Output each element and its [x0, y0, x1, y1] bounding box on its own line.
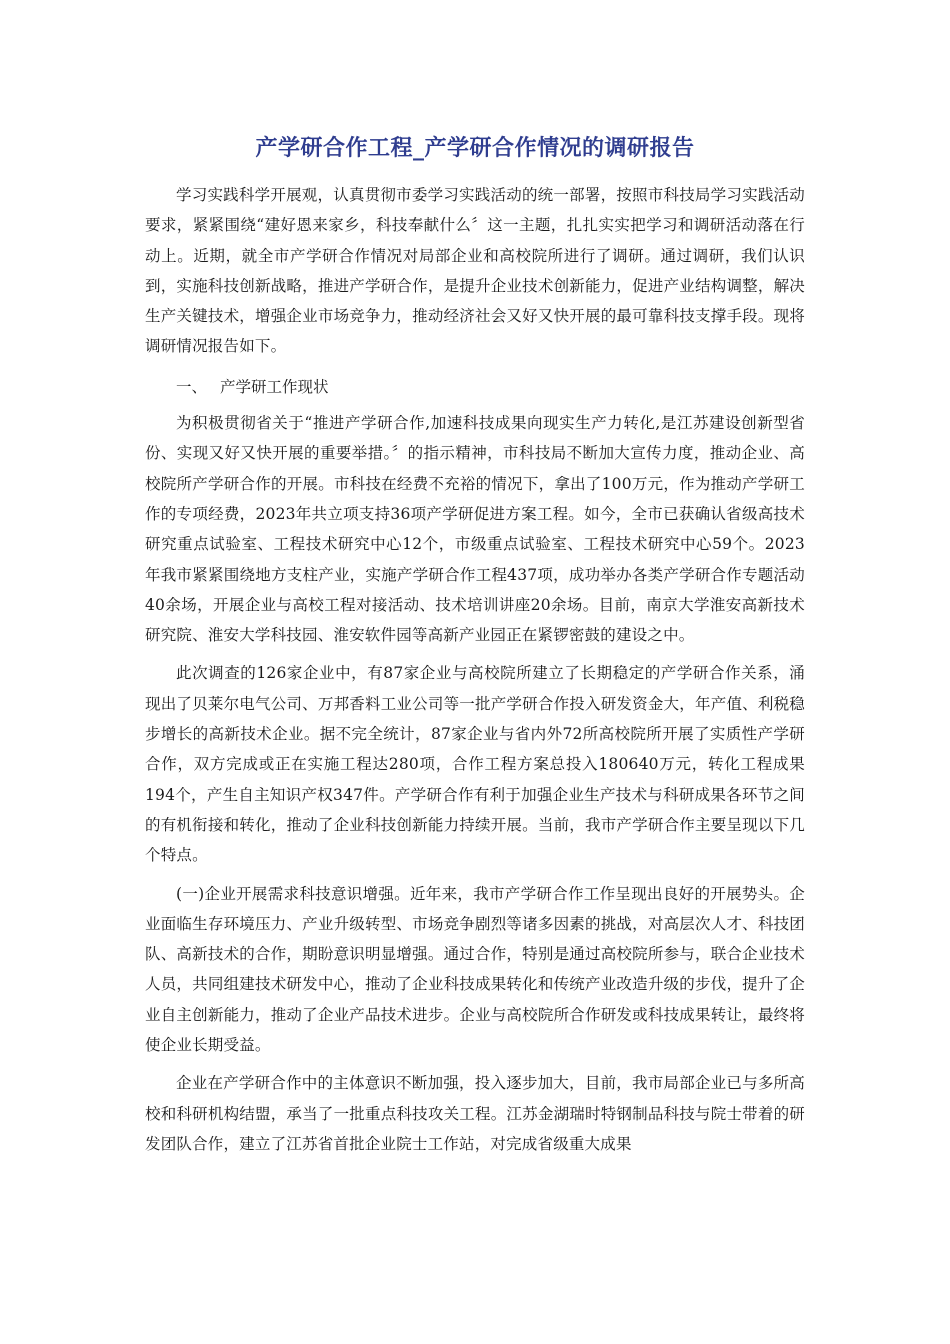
document-body — [145, 180, 805, 1159]
body-paragraph: (一)企业开展需求科技意识增强。近年来，我市产学研合作工作呈现出良好的开展势头。企业面临生存环境压力、产业升级转型、市场竞争剧烈等诸多因素的挑战，对高层次人才、科技团队、高新技术的合作，期盼意识明显增强。通过合作，特别是通过高校院所参与，联合企业技术人员，共同组建技术研发中心，推动了企业科技成果转化和传统产业改造升级的步伐，提升了企业自主创新能力，推动了企业产品技术进步。企业与高校院所合作研发或科技成果转让，最终将使企业长期受益。 — [145, 884, 805, 1055]
body-paragraph: 企业在产学研合作中的主体意识不断加强，投入逐步加大，目前，我市局部企业已与多所高校和科研机构结盟，承当了一批重点科技攻关工程。江苏金湖瑞时特钢制品科技与院士带着的研发团队合作，建立了江苏省首批企业院士工作站，对完成省级重大成果 — [145, 1074, 805, 1153]
section-heading — [145, 372, 805, 402]
intro-paragraph: 学习实践科学开展观，认真贯彻市委学习实践活动的统一部署，按照市科技局学习实践活动要求，紧紧围绕“建好恩来家乡，科技奉献什么〞这一主题，扎扎实实把学习和调研活动落在行动上。近期，就全市产学研合作情况对局部企业和高校院所进行了调研。通过调研，我们认识到，实施科技创新战略，推进产学研合作，是提升企业技术创新能力，促进产业结构调整，解决生产关键技术，增强企业市场竞争力，推动经济社会又好又快开展的最可靠科技支撑手段。现将调研情况报告如下。 — [145, 186, 805, 356]
section-title: 产学研工作现状 — [220, 377, 329, 396]
document-title: 产学研合作工程_产学研合作情况的调研报告 — [255, 136, 695, 161]
body-paragraph: 为积极贯彻省关于“推进产学研合作,加速科技成果向现实生产力转化,是江苏建设创新型省份、实现又好又快开展的重要举措。〞的指示精神，市科技局不断加大宣传力度，推动企业、高校院所产学研合作的开展。市科技在经费不充裕的情况下，拿出了100万元，作为推动产学研工作的专项经费，2023年共立项支持36项产学研促进方案工程。如今，全市已获确认省级高技术研究重点试验室、工程技术研究中心12个，市级重点试验室、工程技术研究中心59个。2023年我市紧紧围绕地方支柱产业，实施产学研合作工程437项，成功举办各类产学研合作专题活动40余场，开展企业与高校工程对接活动、技术培训讲座20余场。目前，南京大学淮安高新技术研究院、淮安大学科技园、淮安软件园等高新产业园正在紧锣密鼓的建设之中。 — [145, 414, 805, 645]
body-paragraph: 此次调查的126家企业中，有87家企业与高校院所建立了长期稳定的产学研合作关系，涌现出了贝莱尔电气公司、万邦香料工业公司等一批产学研合作投入研发资金大，年产值、利税稳步增长的高新技术企业。据不完全统计，87家企业与省内外72所高校院所开展了实质性产学研合作，双方完成或正在实施工程达280项，合作工程方案总投入180640万元，转化工程成果194个，产生自主知识产权347件。产学研合作有利于加强企业生产技术与科研成果各环节之间的有机衔接和转化，推动了企业科技创新能力持续开展。当前，我市产学研合作主要呈现以下几个特点。 — [145, 664, 805, 865]
section-number: 一、 — [176, 377, 208, 396]
